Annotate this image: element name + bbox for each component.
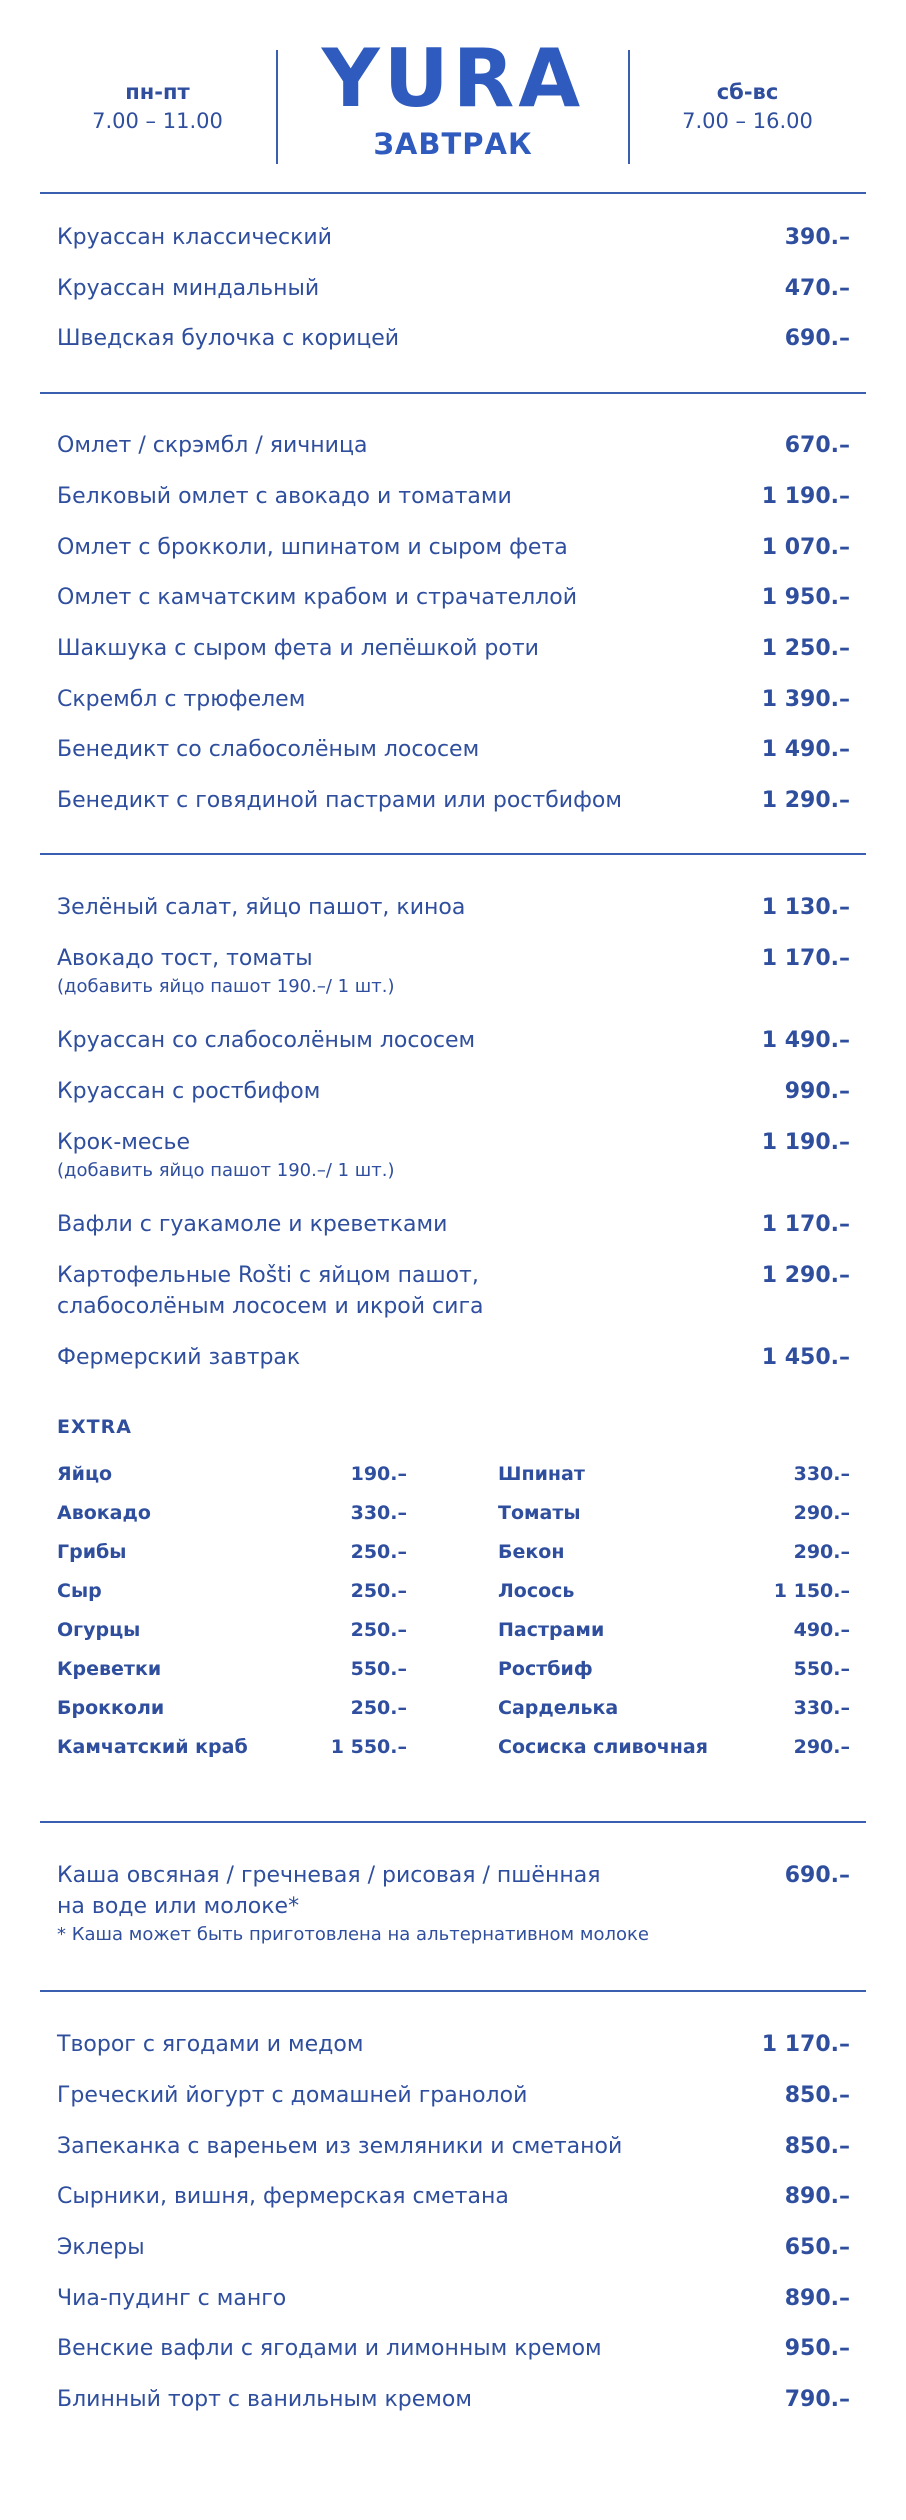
weekend-hours: 7.00 – 16.00	[682, 109, 813, 133]
item-price: 290.–	[793, 1502, 850, 1524]
item-price: 990.–	[784, 1079, 850, 1104]
extra-title: EXTRA	[57, 1416, 132, 1438]
item-name: Запеканка с вареньем из земляники и сметаной	[57, 2134, 623, 2159]
item-price: 1 250.–	[761, 636, 850, 661]
header-divider-left	[276, 50, 278, 164]
extra-item	[57, 1578, 407, 1604]
item-name: Омлет с брокколи, шпинатом и сыром фета	[57, 535, 568, 560]
item-name: Крок-месье	[57, 1130, 190, 1155]
menu-item	[57, 734, 850, 765]
item-name: Лосось	[498, 1580, 575, 1602]
item-name: Творог с ягодами и медом	[57, 2032, 364, 2057]
item-name: Белковый омлет с авокадо и томатами	[57, 484, 512, 509]
item-price: 330.–	[793, 1697, 850, 1719]
menu-item	[57, 1209, 850, 1240]
item-name: Томаты	[498, 1502, 581, 1524]
item-price: 250.–	[350, 1619, 407, 1641]
item-price: 250.–	[350, 1580, 407, 1602]
item-name: Бекон	[498, 1541, 565, 1563]
item-name: Омлет с камчатским крабом и страчателлой	[57, 585, 578, 610]
section-divider	[40, 853, 866, 855]
extra-item	[57, 1461, 407, 1487]
item-price: 290.–	[793, 1541, 850, 1563]
item-price: 790.–	[784, 2387, 850, 2412]
extra-item	[498, 1539, 850, 1565]
menu-item	[57, 2384, 850, 2415]
item-note: (добавить яйцо пашот 190.–/ 1 шт.)	[57, 976, 395, 997]
item-name: Круассан со слабосолёным лососем	[57, 1028, 476, 1053]
item-price: 1 070.–	[761, 535, 850, 560]
extra-item	[57, 1656, 407, 1682]
item-price: 1 490.–	[761, 1028, 850, 1053]
menu-item	[57, 785, 850, 816]
item-name: Каша овсяная / гречневая / рисовая / пшённая	[57, 1863, 601, 1888]
item-name: Сарделька	[498, 1697, 619, 1719]
item-price: 850.–	[784, 2083, 850, 2108]
item-price: 1 130.–	[761, 895, 850, 920]
menu-item	[57, 430, 850, 461]
item-name: Шпинат	[498, 1463, 585, 1485]
item-price: 1 950.–	[761, 585, 850, 610]
item-name: Яйцо	[57, 1463, 113, 1485]
menu-item	[57, 532, 850, 563]
item-name: Венские вафли с ягодами и лимонным кремом	[57, 2336, 602, 2361]
item-name: Круассан миндальный	[57, 276, 320, 301]
menu-item	[57, 2283, 850, 2314]
item-name: Сосиска сливочная	[498, 1736, 708, 1758]
item-name: Камчатский краб	[57, 1736, 248, 1758]
item-price: 1 390.–	[761, 687, 850, 712]
item-price: 1 290.–	[761, 1263, 850, 1288]
item-price: 1 190.–	[761, 1130, 850, 1155]
item-price: 1 490.–	[761, 737, 850, 762]
item-name: Бенедикт с говядиной пастрами или ростбифом	[57, 788, 622, 813]
item-name: Сырники, вишня, фермерская сметана	[57, 2184, 509, 2209]
extra-item	[57, 1734, 407, 1760]
item-name: слабосолёным лососем и икрой сига	[57, 1294, 484, 1319]
item-name: Скрембл с трюфелем	[57, 687, 306, 712]
item-note: * Каша может быть приготовлена на альтернативном молоке	[57, 1924, 649, 1945]
item-price: 890.–	[784, 2184, 850, 2209]
extra-item	[498, 1500, 850, 1526]
item-price: 1 550.–	[330, 1736, 407, 1758]
item-price: 950.–	[784, 2336, 850, 2361]
weekday-hours-block	[60, 78, 255, 136]
item-name: Креветки	[57, 1658, 162, 1680]
menu-item	[57, 2181, 850, 2212]
section-divider	[40, 192, 866, 194]
item-price: 250.–	[350, 1697, 407, 1719]
menu-item	[57, 323, 850, 354]
menu-header	[0, 0, 906, 190]
item-price: 690.–	[784, 1863, 850, 1888]
extra-item	[498, 1578, 850, 1604]
menu-item	[57, 582, 850, 613]
menu-item	[57, 273, 850, 304]
menu-item	[57, 1076, 850, 1107]
item-price: 690.–	[784, 326, 850, 351]
extra-item	[498, 1656, 850, 1682]
weekday-hours: 7.00 – 11.00	[92, 109, 223, 133]
item-price: 1 170.–	[761, 2032, 850, 2057]
weekday-label: пн-пт	[125, 80, 190, 104]
extra-item	[57, 1695, 407, 1721]
item-price: 330.–	[350, 1502, 407, 1524]
item-price: 1 170.–	[761, 946, 850, 971]
menu-item	[57, 633, 850, 664]
menu-item	[57, 2232, 850, 2263]
extra-item	[498, 1617, 850, 1643]
item-price: 1 150.–	[773, 1580, 850, 1602]
item-name: Шведская булочка с корицей	[57, 326, 400, 351]
item-name: Греческий йогурт с домашней гранолой	[57, 2083, 528, 2108]
item-name: Ростбиф	[498, 1658, 593, 1680]
menu-item	[57, 1260, 850, 1322]
menu-item	[57, 1127, 850, 1184]
item-price: 890.–	[784, 2286, 850, 2311]
item-price: 470.–	[784, 276, 850, 301]
extra-item	[498, 1461, 850, 1487]
item-name: Фермерский завтрак	[57, 1345, 301, 1370]
item-name: Круассан с ростбифом	[57, 1079, 321, 1104]
item-price: 330.–	[793, 1463, 850, 1485]
item-name: Пастрами	[498, 1619, 605, 1641]
item-price: 190.–	[350, 1463, 407, 1485]
item-price: 290.–	[793, 1736, 850, 1758]
extra-item	[57, 1500, 407, 1526]
section-divider	[40, 1821, 866, 1823]
item-name: Огурцы	[57, 1619, 141, 1641]
item-price: 1 450.–	[761, 1345, 850, 1370]
menu-item	[57, 2080, 850, 2111]
item-price: 1 190.–	[761, 484, 850, 509]
item-price: 650.–	[784, 2235, 850, 2260]
item-name: Картофельные Rošti с яйцом пашот,	[57, 1263, 479, 1288]
weekend-label: сб-вс	[716, 80, 779, 104]
item-price: 1 290.–	[761, 788, 850, 813]
item-name: Чиа-пудинг с манго	[57, 2286, 287, 2311]
item-price: 250.–	[350, 1541, 407, 1563]
menu-item	[57, 684, 850, 715]
item-name: Авокадо	[57, 1502, 151, 1524]
extra-item	[498, 1695, 850, 1721]
item-name: Круассан классический	[57, 225, 332, 250]
item-name: Брокколи	[57, 1697, 165, 1719]
menu-item	[57, 222, 850, 253]
brand-logo: YURA	[321, 32, 585, 125]
extra-item	[57, 1539, 407, 1565]
item-price: 550.–	[350, 1658, 407, 1680]
extra-item	[498, 1734, 850, 1760]
item-price: 550.–	[793, 1658, 850, 1680]
item-name: Эклеры	[57, 2235, 145, 2260]
item-name: Зелёный салат, яйцо пашот, киноа	[57, 895, 466, 920]
menu-item	[57, 1342, 850, 1373]
extra-item	[57, 1617, 407, 1643]
item-price: 1 170.–	[761, 1212, 850, 1237]
item-name: Сыр	[57, 1580, 102, 1602]
item-name: на воде или молоке*	[57, 1894, 300, 1919]
menu-item	[57, 943, 850, 1000]
item-name: Омлет / скрэмбл / яичница	[57, 433, 368, 458]
item-name: Бенедикт со слабосолёным лососем	[57, 737, 480, 762]
item-price: 390.–	[784, 225, 850, 250]
menu-item	[57, 481, 850, 512]
header-divider-right	[628, 50, 630, 164]
item-name: Авокадо тост, томаты	[57, 946, 313, 971]
menu-item	[57, 892, 850, 923]
menu-item	[57, 2131, 850, 2162]
section-divider	[40, 1990, 866, 1992]
item-price: 490.–	[793, 1619, 850, 1641]
menu-item	[57, 2029, 850, 2060]
menu-item	[57, 2333, 850, 2364]
menu-item	[57, 1025, 850, 1056]
menu-title: ЗАВТРАК	[373, 127, 533, 161]
item-name: Вафли с гуакамоле и креветками	[57, 1212, 448, 1237]
item-price: 850.–	[784, 2134, 850, 2159]
item-name: Шакшука с сыром фета и лепёшкой роти	[57, 636, 539, 661]
item-name: Блинный торт с ванильным кремом	[57, 2387, 472, 2412]
section-divider	[40, 392, 866, 394]
weekend-hours-block	[650, 78, 845, 136]
item-note: (добавить яйцо пашот 190.–/ 1 шт.)	[57, 1160, 395, 1181]
menu-item	[57, 1860, 850, 1948]
item-price: 670.–	[784, 433, 850, 458]
item-name: Грибы	[57, 1541, 127, 1563]
